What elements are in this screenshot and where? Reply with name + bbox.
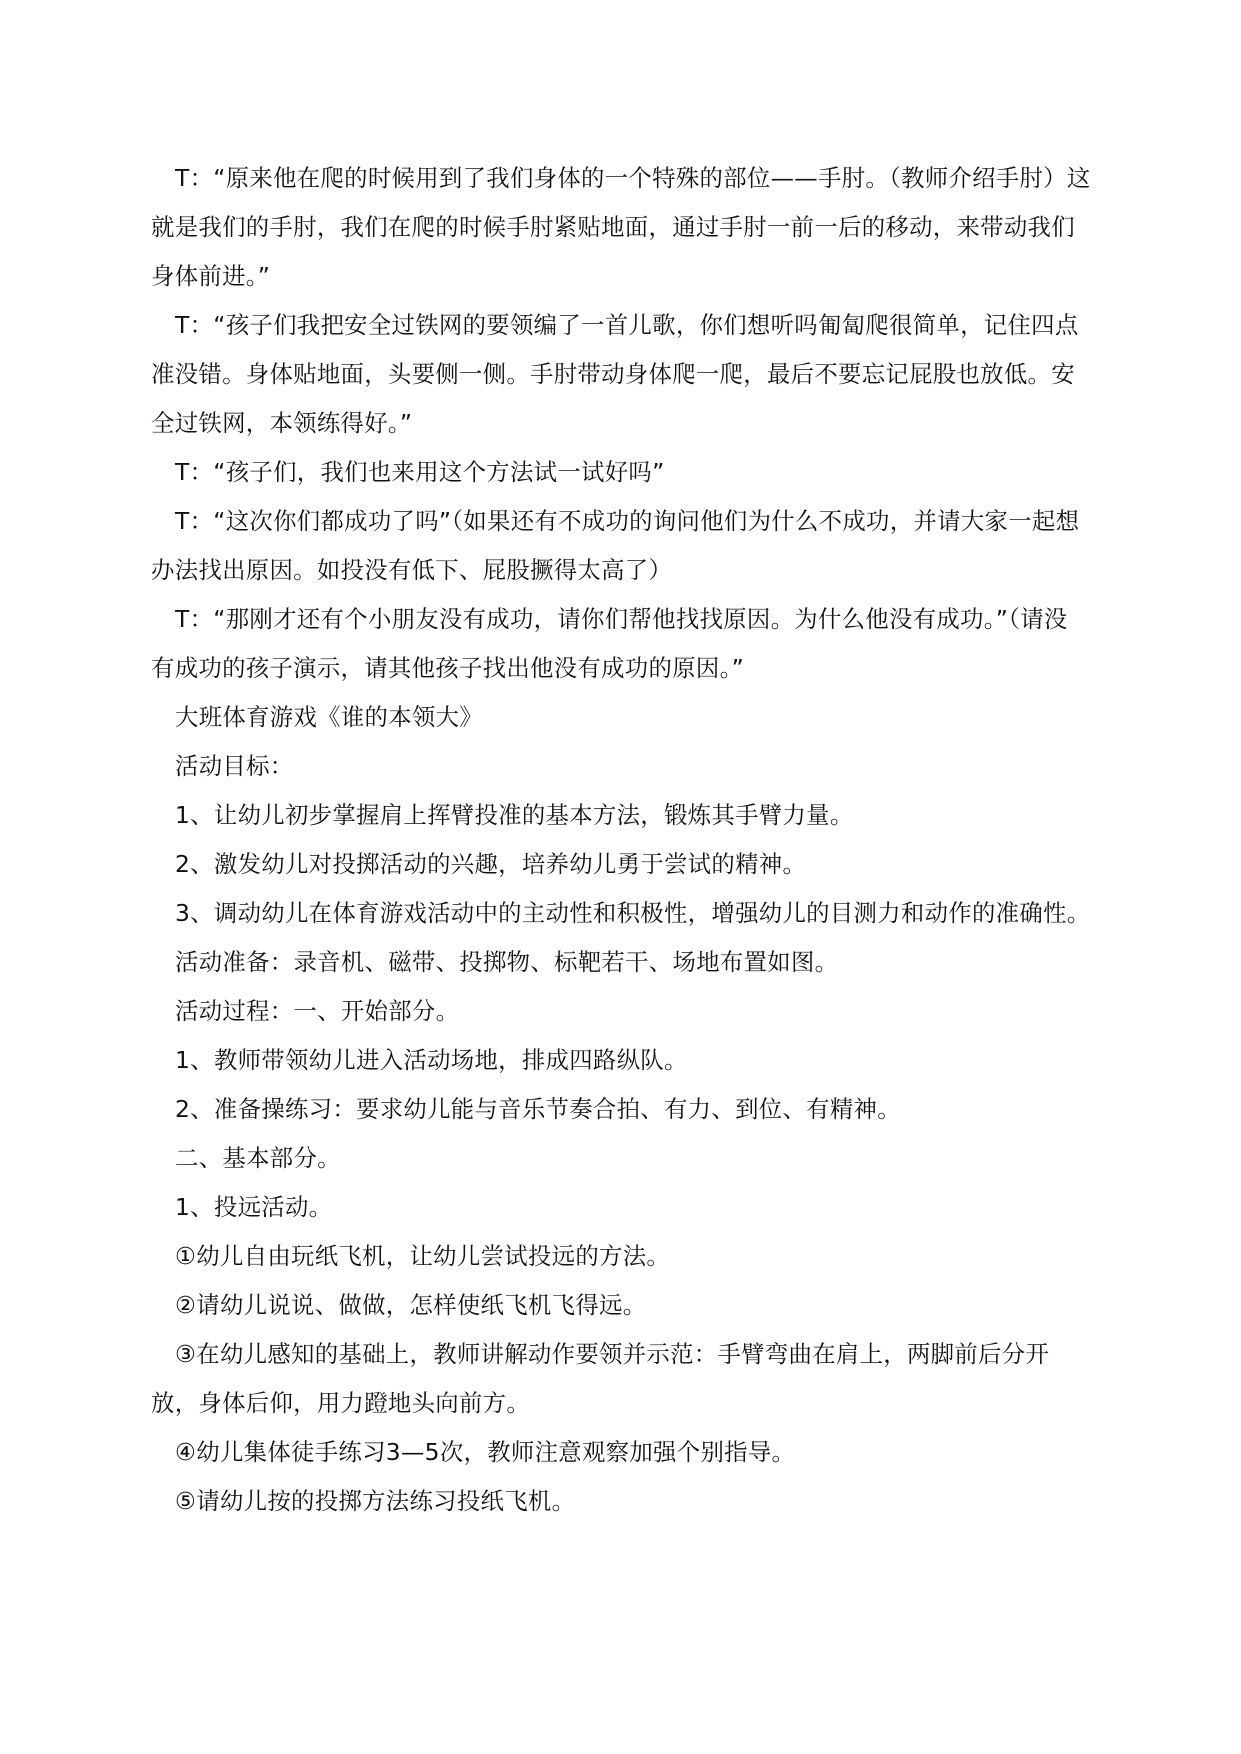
step-2: ②请幼儿说说、做做，怎样使纸飞机飞得远。 xyxy=(175,1291,647,1319)
goals-heading: 活动目标： xyxy=(175,752,294,780)
section-title: 大班体育游戏《谁的本领大》 xyxy=(175,703,483,731)
preparation: 活动准备：录音机、磁带、投掷物、标靶若干、场地布置如图。 xyxy=(175,948,839,976)
document-page xyxy=(151,154,1091,1526)
step-4: ④幼儿集体徒手练习3—5次，教师注意观察加强个别指导。 xyxy=(175,1438,796,1466)
basic-part-heading: 二、基本部分。 xyxy=(175,1144,341,1172)
paragraph-teacher-reason: T：“那刚才还有个小朋友没有成功，请你们帮他找找原因。为什么他没有成功。”（请没有成功的孩子演示，请其他孩子找出他没有成功的原因。” xyxy=(151,605,1068,682)
paragraph-teacher-try: T：“孩子们，我们也来用这个方法试一试好吗” xyxy=(175,458,665,486)
paragraph-teacher-rhyme: T：“孩子们我把安全过铁网的要领编了一首儿歌，你们想听吗匍匐爬很简单，记住四点准没错。身体贴地面，头要侧一侧。手肘带动身体爬一爬，最后不要忘记屁股也放低。安全过铁网，本领练得好。” xyxy=(151,311,1079,437)
goal-item-1: 1、让幼儿初步掌握肩上挥臂投准的基本方法，锻炼其手臂力量。 xyxy=(175,801,854,829)
process-heading: 活动过程：一、开始部分。 xyxy=(175,997,460,1025)
paragraph-teacher-success: T：“这次你们都成功了吗”（如果还有不成功的询问他们为什么不成功，并请大家一起想办法找出原因。如投没有低下、屁股撅得太高了） xyxy=(151,507,1080,584)
process-item-1: 1、教师带领幼儿进入活动场地，排成四路纵队。 xyxy=(175,1046,688,1074)
goal-item-3: 3、调动幼儿在体育游戏活动中的主动性和积极性，增强幼儿的目测力和动作的准确性。 xyxy=(175,899,1091,927)
step-3: ③在幼儿感知的基础上，教师讲解动作要领并示范：手臂弯曲在肩上，两脚前后分开放，身体后仰，用力蹬地头向前方。 xyxy=(151,1340,1050,1417)
step-1: ①幼儿自由玩纸飞机，让幼儿尝试投远的方法。 xyxy=(175,1242,671,1270)
paragraph-teacher-elbow: T：“原来他在爬的时候用到了我们身体的一个特殊的部位——手肘。（教师介绍手肘）这就是我们的手肘，我们在爬的时候手肘紧贴地面，通过手肘一前一后的移动，来带动我们身体前进。” xyxy=(151,164,1091,290)
process-item-2: 2、准备操练习：要求幼儿能与音乐节奏合拍、有力、到位、有精神。 xyxy=(175,1095,901,1123)
goal-item-2: 2、激发幼儿对投掷活动的兴趣，培养幼儿勇于尝试的精神。 xyxy=(175,850,807,878)
step-5: ⑤请幼儿按的投掷方法练习投纸飞机。 xyxy=(175,1487,576,1515)
throw-far-heading: 1、投远活动。 xyxy=(175,1193,333,1221)
